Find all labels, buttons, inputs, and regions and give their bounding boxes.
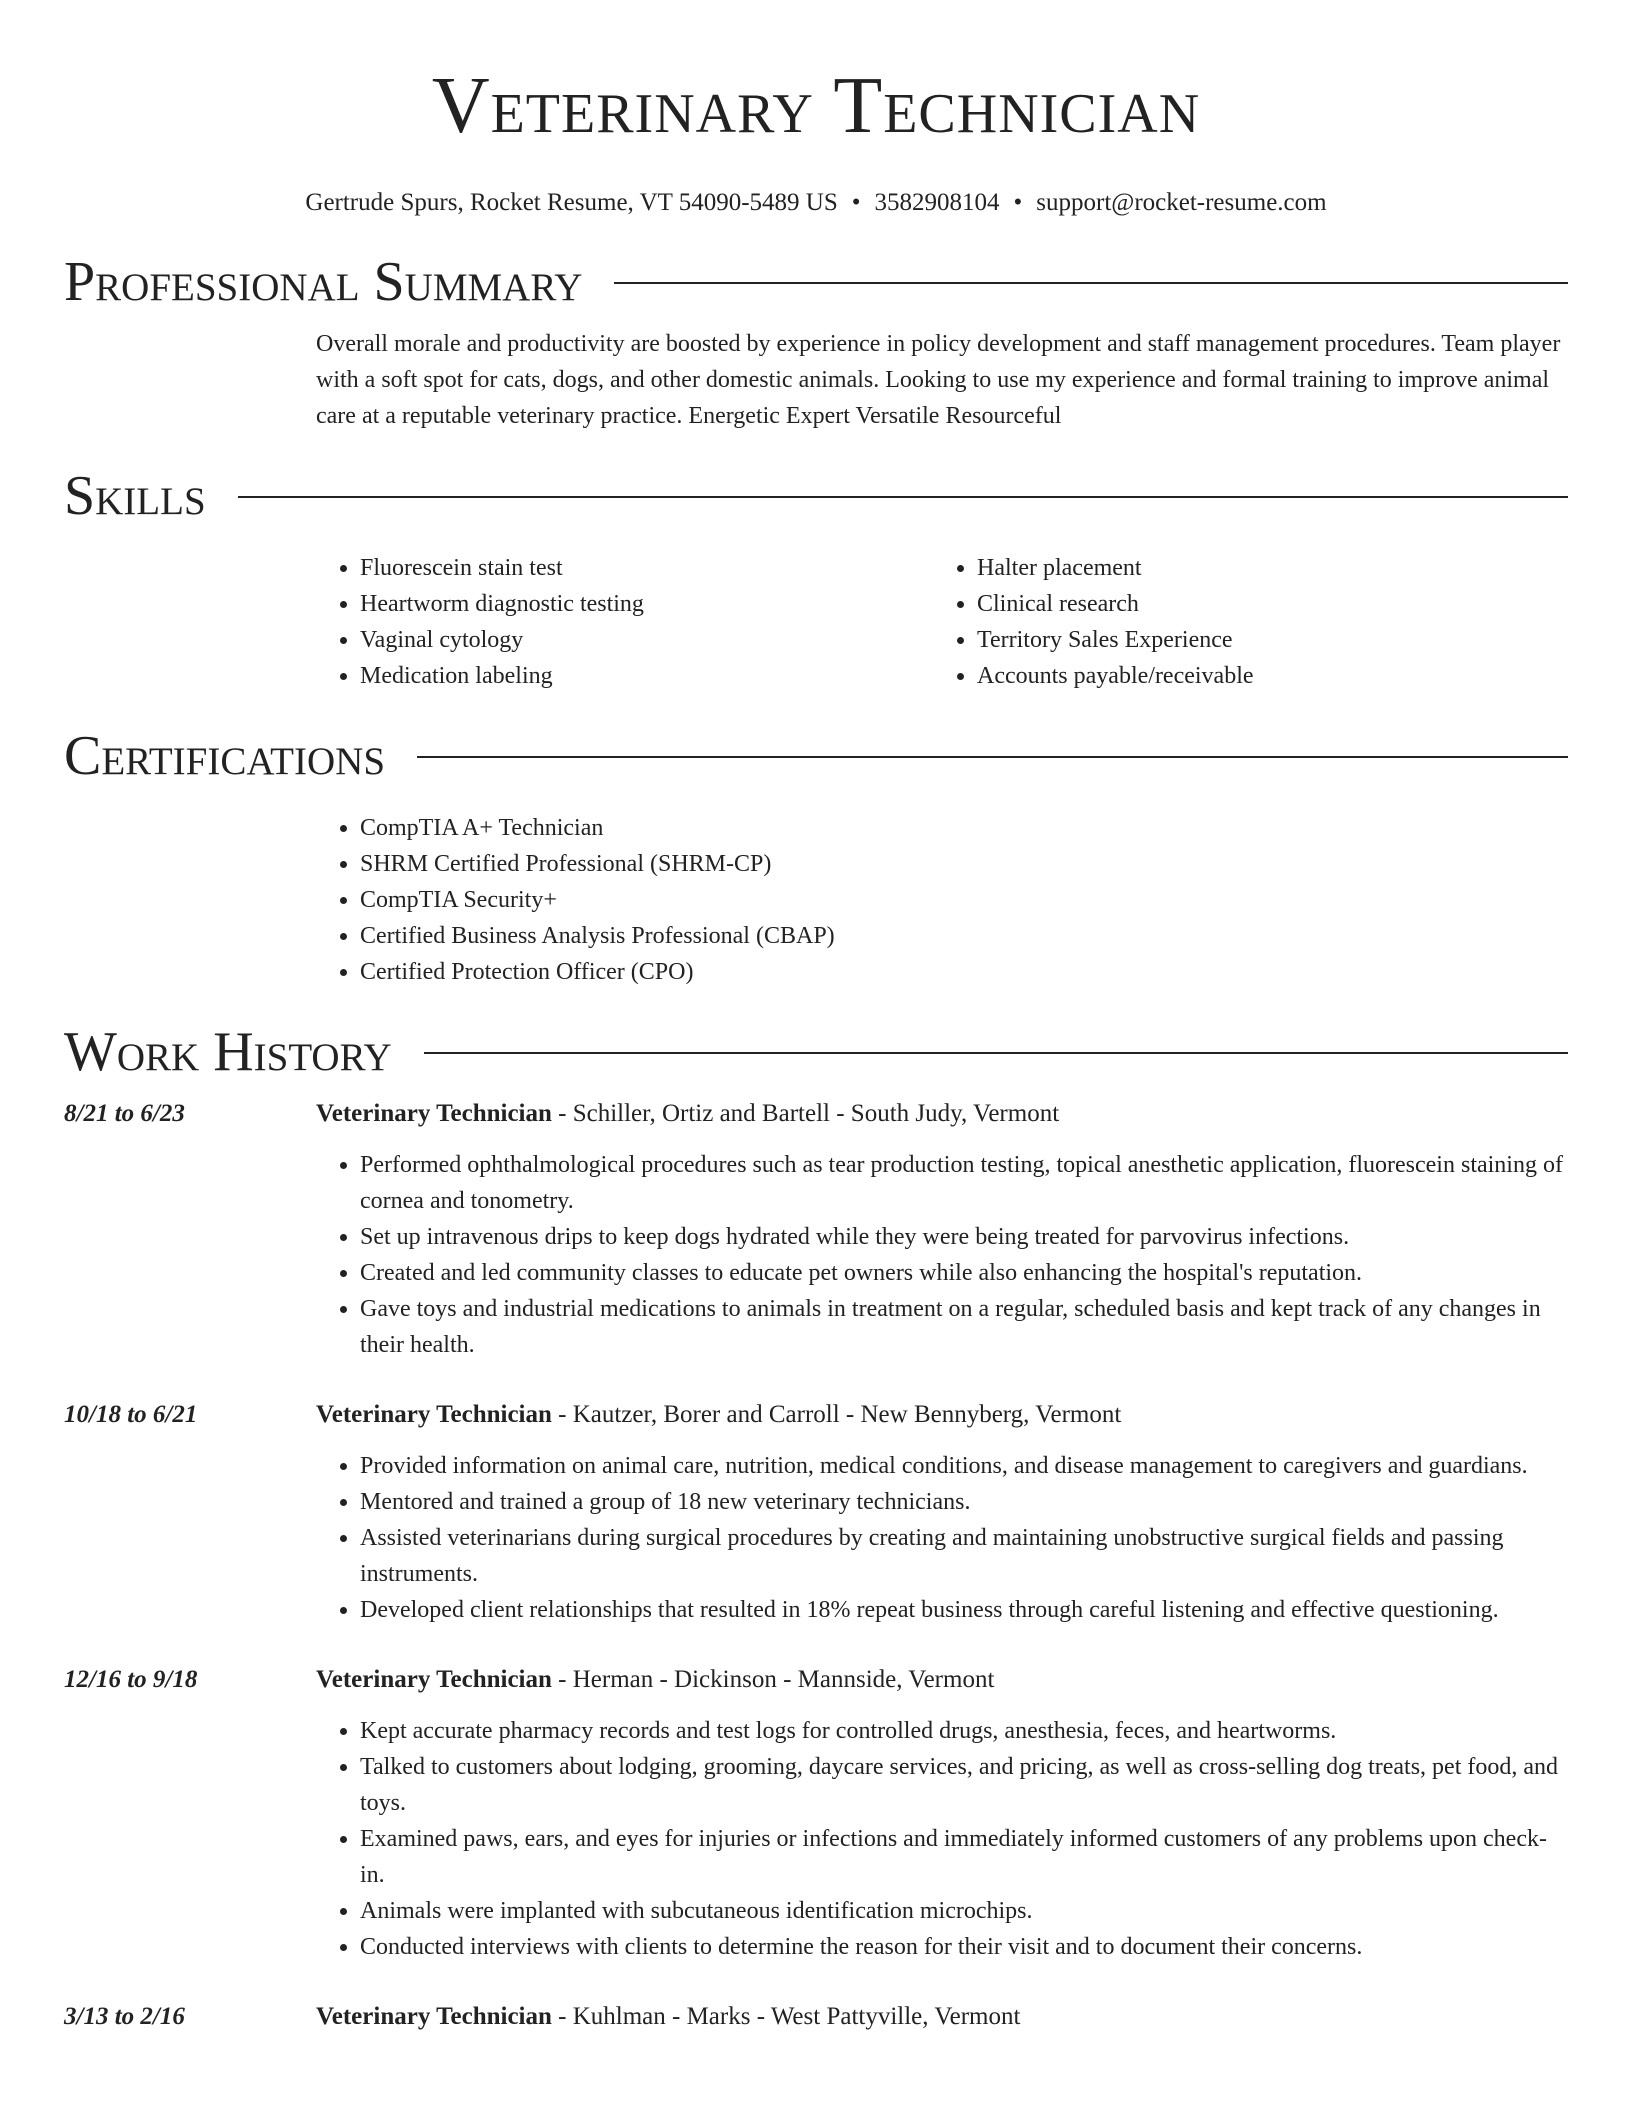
list-item: • Territory Sales Experience (977, 622, 1550, 658)
job-entry (64, 1397, 1568, 1628)
section-divider (417, 756, 1568, 758)
contact-line (64, 188, 1568, 218)
list-item: • Created and led community classes to educate pet owners while also enhancing the hospital's reputation. (360, 1255, 1568, 1291)
list-item: • Vaginal cytology (360, 622, 933, 658)
list-item: • Performed ophthalmological procedures such as tear production testing, topical anesthetic application, fluorescein staining of cornea and tonometry. (360, 1147, 1568, 1219)
certifications-block (316, 810, 1568, 990)
list-item: • Certified Business Analysis Professional (CBAP) (360, 918, 1568, 954)
list-item: • Developed client relationships that resulted in 18% repeat business through careful listening and effective questioning. (360, 1592, 1568, 1628)
list-item: • Conducted interviews with clients to determine the reason for their visit and to document their concerns. (360, 1929, 1568, 1965)
job-header (64, 1999, 1568, 2035)
section-divider (424, 1052, 1568, 1054)
section-title-certifications: Certifications (64, 725, 386, 787)
list-item: • Mentored and trained a group of 18 new veterinary technicians. (360, 1484, 1568, 1520)
list-item: • Fluorescein stain test (360, 550, 933, 586)
section-header-work-history (64, 1022, 1568, 1082)
list-item: • Assisted veterinarians during surgical procedures by creating and maintaining unobstructive surgical fields and passing instruments. (360, 1520, 1568, 1592)
list-item: • Set up intravenous drips to keep dogs hydrated while they were being treated for parvovirus infections. (360, 1219, 1568, 1255)
job-bullet-list (316, 1713, 1568, 1965)
list-item: • SHRM Certified Professional (SHRM-CP) (360, 846, 1568, 882)
list-item: • Gave toys and industrial medications to animals in treatment on a regular, scheduled basis and kept track of any changes in their health. (360, 1291, 1568, 1363)
list-item: • Animals were implanted with subcutaneous identification microchips. (360, 1893, 1568, 1929)
summary-text: Overall morale and productivity are boosted by experience in policy development and staff management procedures. Team player with a soft spot for cats, dogs, and other domestic animals. Looking to use my experience and formal training to improve animal care at a reputable veterinary practice. Energetic Expert Versatile Resourceful (316, 331, 1561, 429)
section-divider (614, 282, 1568, 284)
job-bullets (316, 1147, 1568, 1363)
list-item: • CompTIA Security+ (360, 882, 1568, 918)
job-bullets (316, 1713, 1568, 1965)
contact-separator: • (1013, 189, 1023, 216)
list-item: • Clinical research (977, 586, 1550, 622)
job-employer-location: - Kuhlman - Marks - West Pattyville, Vermont (551, 2003, 1021, 2030)
job-info (316, 1397, 1121, 1433)
section-divider (238, 496, 1568, 498)
job-entry (64, 1096, 1568, 1363)
job-info (316, 1096, 1059, 1132)
resume-title: Veterinary Technician (431, 62, 1201, 150)
job-header (64, 1096, 1568, 1132)
list-item: • Talked to customers about lodging, grooming, daycare services, and pricing, as well as cross-selling dog treats, pet food, and toys. (360, 1749, 1568, 1821)
job-dates: 10/18 to 6/21 (64, 1401, 198, 1428)
job-entry (64, 1662, 1568, 1965)
section-header-skills (64, 466, 1568, 526)
list-item: • CompTIA A+ Technician (360, 810, 1568, 846)
job-info (316, 1999, 1020, 2035)
job-dates: 8/21 to 6/23 (64, 1100, 185, 1127)
work-history-list (64, 1096, 1568, 2035)
job-employer-location: - Herman - Dickinson - Mannside, Vermont (551, 1666, 995, 1693)
job-title: Veterinary Technician (316, 1401, 552, 1428)
list-item: • Accounts payable/receivable (977, 658, 1550, 694)
job-dates: 12/16 to 9/18 (64, 1666, 198, 1693)
skills-list-right (933, 550, 1550, 694)
section-title-work-history: Work History (64, 1021, 392, 1083)
job-employer-location: - Schiller, Ortiz and Bartell - South Judy, Vermont (551, 1100, 1060, 1127)
skills-grid (316, 550, 1568, 694)
job-info (316, 1662, 994, 1698)
job-title: Veterinary Technician (316, 2003, 552, 2030)
job-bullet-list (316, 1448, 1568, 1628)
list-item: • Halter placement (977, 550, 1550, 586)
job-entry (64, 1999, 1568, 2035)
section-header-certifications (64, 726, 1568, 786)
job-title: Veterinary Technician (316, 1100, 552, 1127)
job-bullets (316, 1448, 1568, 1628)
skills-list-left (316, 550, 933, 694)
job-header (64, 1662, 1568, 1698)
skills-column-right (933, 550, 1550, 694)
list-item: • Provided information on animal care, nutrition, medical conditions, and disease management to caregivers and guardians. (360, 1448, 1568, 1484)
job-header (64, 1397, 1568, 1433)
job-title: Veterinary Technician (316, 1666, 552, 1693)
certifications-list (316, 810, 1568, 990)
section-title-summary: Professional Summary (64, 251, 583, 313)
section-header-summary (64, 252, 1568, 312)
list-item: • Heartworm diagnostic testing (360, 586, 933, 622)
contact-address: Gertrude Spurs, Rocket Resume, VT 54090-5489 US (305, 189, 838, 216)
contact-separator: • (851, 189, 861, 216)
skills-column-left (316, 550, 933, 694)
contact-email: support@rocket-resume.com (1036, 189, 1327, 216)
job-employer-location: - Kautzer, Borer and Carroll - New Bennyberg, Vermont (551, 1401, 1122, 1428)
job-dates: 3/13 to 2/16 (64, 2003, 185, 2030)
section-title-skills: Skills (64, 465, 206, 527)
list-item: • Medication labeling (360, 658, 933, 694)
contact-phone: 3582908104 (874, 189, 1000, 216)
list-item: • Certified Protection Officer (CPO) (360, 954, 1568, 990)
list-item: • Kept accurate pharmacy records and test logs for controlled drugs, anesthesia, feces, and heartworms. (360, 1713, 1568, 1749)
job-bullet-list (316, 1147, 1568, 1363)
list-item: • Examined paws, ears, and eyes for injuries or infections and immediately informed customers of any problems upon check-in. (360, 1821, 1568, 1893)
